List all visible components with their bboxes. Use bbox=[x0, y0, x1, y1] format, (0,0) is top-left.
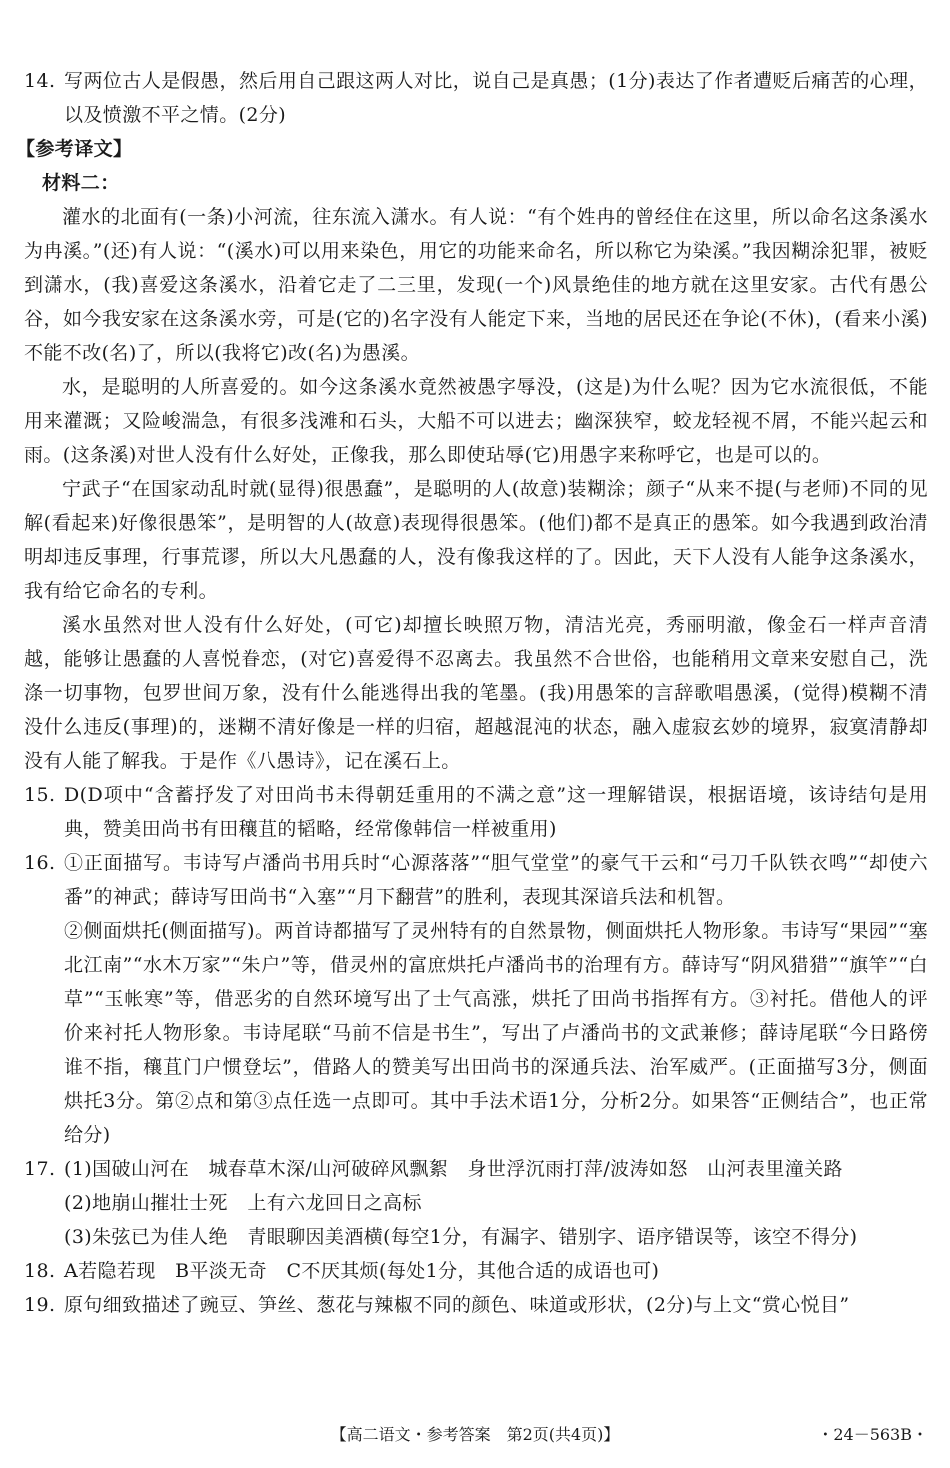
question-number: 16. bbox=[24, 852, 56, 874]
answer-text: ①正面描写。韦诗写卢潘尚书用兵时“心源落落”“胆气堂堂”的豪气干云和“弓刀千队铁衣鸣”“却使六番”的神武；薛诗写田尚书“入塞”“月下翻营”的胜利，表现其深谙兵法和机智。 bbox=[64, 852, 928, 908]
answer-16 bbox=[24, 846, 928, 1152]
translation-paragraph: 灌水的北面有(一条)小河流，往东流入潇水。有人说：“有个姓冉的曾经住在这里，所以命名这条溪水为冉溪。”(还)有人说：“(溪水)可以用来染色，用它的功能来命名，所以称它为染溪。”我因糊涂犯罪，被贬到潇水，(我)喜爱这条溪水，沿着它走了二三里，发现(一个)风景绝佳的地方就在这里安家。古代有愚公谷，如今我安家在这条溪水旁，可是(它的)名字没有人能定下来，当地的居民还在争论(不休)，(看来小溪)不能不改(名)了，所以(我将它)改(名)为愚溪。 bbox=[24, 206, 928, 364]
question-number: 14. bbox=[24, 70, 56, 92]
answer-14 bbox=[24, 64, 928, 132]
translation-paragraph: 宁武子“在国家动乱时就(显得)很愚蠢”，是聪明的人(故意)装糊涂；颜子“从来不提(与老师)不同的见解(看起来)好像很愚笨”，是明智的人(故意)表现得很愚笨。(他们)都不是真正的愚笨。如今我遇到政治清明却违反事理，行事荒谬，所以大凡愚蠢的人，没有像我这样的了。因此，天下人没有人能争这条溪水，我有给它命名的专利。 bbox=[24, 478, 928, 602]
answer-page bbox=[16, 64, 928, 1322]
answer-18 bbox=[24, 1254, 928, 1288]
answer-17 bbox=[24, 1152, 928, 1254]
section-heading: 【参考译文】 bbox=[16, 138, 133, 160]
answer-19 bbox=[24, 1288, 928, 1322]
answer-text: (1)国破山河在 城春草木深/山河破碎风飘絮 身世浮沉雨打萍/波涛如怒 山河表里潼关路 bbox=[64, 1158, 843, 1180]
answer-text: 原句细致描述了豌豆、笋丝、葱花与辣椒不同的颜色、味道或形状，(2分)与上文“赏心悦目” bbox=[64, 1294, 850, 1316]
answer-text: (3)朱弦已为佳人绝 青眼聊因美酒横(每空1分，有漏字、错别字、语序错误等，该空不得分) bbox=[64, 1226, 858, 1248]
page-footer bbox=[0, 1420, 950, 1450]
question-number: 18. bbox=[24, 1260, 56, 1282]
question-number: 17. bbox=[24, 1158, 56, 1180]
translation-paragraph: 溪水虽然对世人没有什么好处，(可它)却擅长映照万物，清洁光亮，秀丽明澈，像金石一样声音清越，能够让愚蠢的人喜悦眷恋，(对它)喜爱得不忍离去。我虽然不合世俗，也能稍用文章来安慰自己，洗涤一切事物，包罗世间万象，没有什么能逃得出我的笔墨。(我)用愚笨的言辞歌唱愚溪，(觉得)模糊不清没什么违反(事理)的，迷糊不清好像是一样的归宿，超越混沌的状态，融入虚寂玄妙的境界，寂寞清静却没有人能了解我。于是作《八愚诗》，记在溪石上。 bbox=[24, 614, 928, 772]
section-subheading: 材料二： bbox=[42, 172, 120, 194]
answer-text: ②侧面烘托(侧面描写)。两首诗都描写了灵州特有的自然景物，侧面烘托人物形象。韦诗写“果园”“塞北江南”“水木万家”“朱户”等，借灵州的富庶烘托卢潘尚书的治理有方。薛诗写“阴风猎猎”“旗竿”“白草”“玉帐寒”等，借恶劣的自然环境写出了士气高涨，烘托了田尚书指挥有方。③衬托。借他人的评价来衬托人物形象。韦诗尾联“马前不信是书生”，写出了卢潘尚书的文武兼修；薛诗尾联“今日路傍谁不指，穰苴门户惯登坛”，借路人的赞美写出田尚书的深通兵法、治军威严。(正面描写3分，侧面烘托3分。第②点和第③点任选一点即可。其中手法术语1分，分析2分。如果答“正侧结合”，也正常给分) bbox=[64, 920, 928, 1146]
question-number: 19. bbox=[24, 1294, 56, 1316]
answer-text: (2)地崩山摧壮士死 上有六龙回日之高标 bbox=[64, 1192, 422, 1214]
answer-text: D(D项中“含蓄抒发了对田尚书未得朝廷重用的不满之意”这一理解错误，根据语境，该诗结句是用典，赞美田尚书有田穰苴的韬略，经常像韩信一样被重用) bbox=[64, 784, 928, 840]
page-label: 【高二语文・参考答案 第2页(共4页)】 bbox=[330, 1425, 620, 1444]
translation-paragraph: 水，是聪明的人所喜爱的。如今这条溪水竟然被愚字辱没，(这是)为什么呢？因为它水流很低，不能用来灌溉；又险峻湍急，有很多浅滩和石头，大船不可以进去；幽深狭窄，蛟龙轻视不屑，不能兴起云和雨。(这条溪)对世人没有什么好处，正像我，那么即使玷辱(它)用愚字来称呼它，也是可以的。 bbox=[24, 376, 928, 466]
document-code: ・24－563B・ bbox=[817, 1425, 928, 1444]
answer-text: 写两位古人是假愚，然后用自己跟这两人对比，说自己是真愚；(1分)表达了作者遭贬后痛苦的心理，以及愤激不平之情。(2分) bbox=[64, 70, 928, 126]
answer-text: A若隐若现 B平淡无奇 C不厌其烦(每处1分，其他合适的成语也可) bbox=[64, 1260, 660, 1282]
answer-15 bbox=[24, 778, 928, 846]
question-number: 15. bbox=[24, 784, 56, 806]
